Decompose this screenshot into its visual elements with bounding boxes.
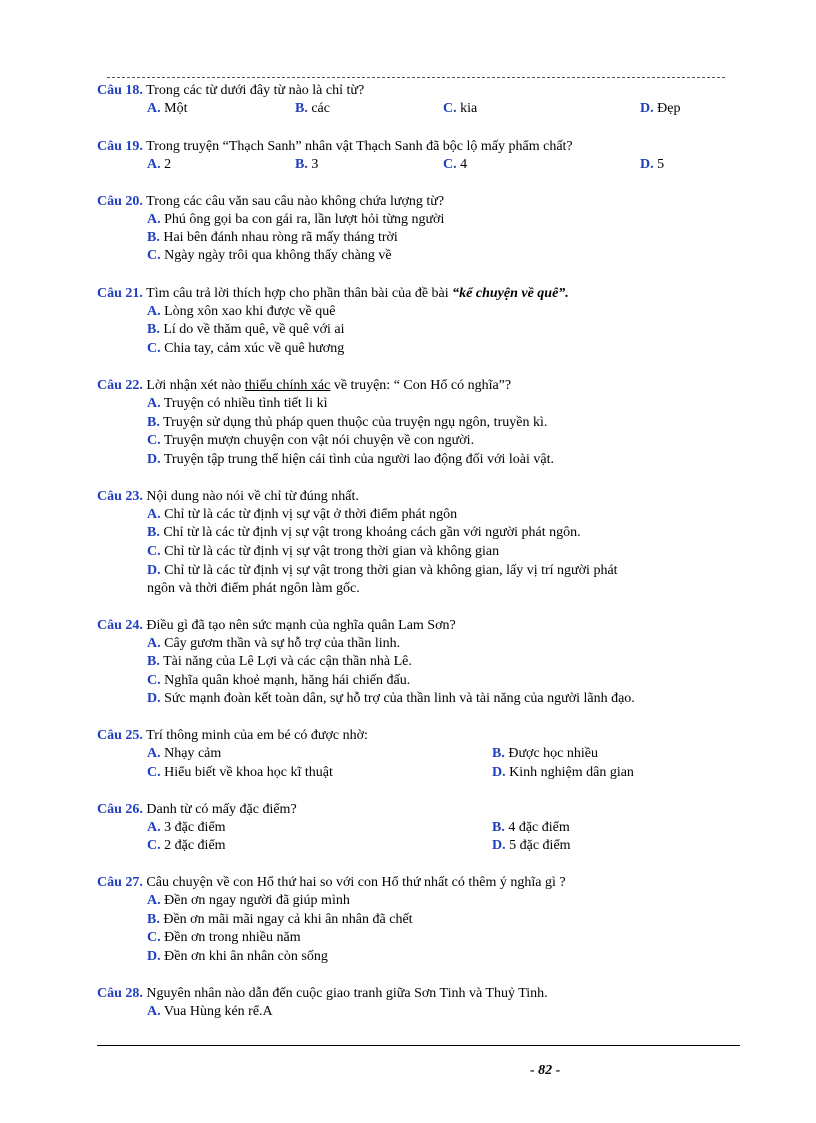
option-d: D. Sức mạnh đoàn kết toàn dân, sự hỗ trợ của thần linh và tài năng của người lãnh đạo. (147, 691, 635, 706)
question-text: Câu chuyện về con Hổ thứ hai so với con Hổ thứ nhất có thêm ý nghĩa gì ? (146, 875, 566, 890)
option-b: B. Đền ơn mãi mãi ngay cả khi ân nhân đã chết (147, 912, 413, 927)
option-b: B. Tài năng của Lê Lợi và các cận thần nhà Lê. (147, 654, 412, 669)
option-c: C. Chỉ từ là các từ định vị sự vật trong thời gian và không gian (147, 544, 500, 559)
question-18 (97, 82, 364, 100)
option-b: B. Lí do về thăm quê, về quê với ai (147, 322, 345, 337)
question-27 (97, 874, 566, 892)
question-label: Câu 18. (97, 83, 143, 98)
question-label: Câu 28. (97, 986, 143, 1001)
option-a: A. Đền ơn ngay người đã giúp mình (147, 893, 350, 908)
option-b: B. Hai bên đánh nhau ròng rã mấy tháng trời (147, 230, 398, 245)
question-label: Câu 19. (97, 139, 143, 154)
question-label: Câu 23. (97, 489, 143, 504)
bottom-divider (97, 1045, 740, 1046)
option-a: A. Một (147, 101, 188, 116)
page-number: - 82 - (530, 1063, 561, 1078)
top-divider (107, 77, 725, 78)
option-a: A. Vua Hùng kén rể.A (147, 1004, 273, 1019)
question-26 (97, 801, 297, 819)
option-d: D. 5 đặc điểm (492, 838, 571, 853)
question-label: Câu 20. (97, 194, 143, 209)
question-text: Nội dung nào nói về chỉ từ đúng nhất. (146, 489, 359, 504)
question-emphasis: thiếu chính xác (244, 378, 331, 393)
question-text: Tìm câu trả lời thích hợp cho phần thân bài của đề bài (146, 286, 453, 301)
option-a: A. Phú ông gọi ba con gái ra, lần lượt hỏi từng người (147, 212, 445, 227)
option-a: A. Chỉ từ là các từ định vị sự vật ở thời điểm phát ngôn (147, 507, 458, 522)
option-c: C. kia (443, 101, 478, 116)
option-d: D. Đẹp (640, 101, 681, 116)
option-d: D. Truyện tập trung thể hiện cái tình của người lao động đối với loài vật. (147, 452, 554, 467)
option-a: A. Nhạy cảm (147, 746, 222, 761)
option-a: A. Lòng xôn xao khi được về quê (147, 304, 336, 319)
question-text-end: về truyện: “ Con Hổ có nghĩa”? (330, 378, 512, 393)
question-text: Trong truyện “Thạch Sanh” nhân vật Thạch Sanh đã bộc lộ mấy phẩm chất? (146, 139, 573, 154)
option-c: C. Nghĩa quân khoẻ mạnh, hăng hái chiến đấu. (147, 673, 411, 688)
question-text: Trong các từ dưới đây từ nào là chỉ từ? (146, 83, 365, 98)
question-text: Lời nhận xét nào (146, 378, 245, 393)
question-20 (97, 193, 444, 211)
option-c: C. Ngày ngày trôi qua không thấy chàng về (147, 248, 392, 263)
question-text: Trí thông minh của em bé có được nhờ: (146, 728, 368, 743)
option-b: B. 3 (295, 157, 319, 172)
option-b: B. Được học nhiều (492, 746, 598, 761)
question-28 (97, 985, 548, 1003)
question-text: Trong các câu văn sau câu nào không chứa lượng từ? (146, 194, 445, 209)
option-d: D. Kinh nghiệm dân gian (492, 765, 634, 780)
question-25 (97, 727, 368, 745)
option-b: B. Truyện sử dụng thủ pháp quen thuộc của truyện ngụ ngôn, truyền kì. (147, 415, 548, 430)
option-c: C. Đền ơn trong nhiều năm (147, 930, 301, 945)
question-22 (97, 377, 511, 395)
question-23 (97, 488, 359, 506)
question-text: Danh từ có mấy đặc điểm? (146, 802, 297, 817)
option-d: D. Chỉ từ là các từ định vị sự vật trong thời gian và không gian, lấy vị trí người phát (147, 563, 618, 578)
question-label: Câu 25. (97, 728, 143, 743)
option-d: D. 5 (640, 157, 665, 172)
option-d: D. Đền ơn khi ân nhân còn sống (147, 949, 328, 964)
option-d-continuation: ngôn và thời điểm phát ngôn làm gốc. (147, 581, 360, 596)
option-c: C. 2 đặc điểm (147, 838, 226, 853)
question-topic: “kể chuyện về quê”. (452, 286, 569, 301)
option-b: B. các (295, 101, 330, 116)
question-label: Câu 27. (97, 875, 143, 890)
question-text: Nguyên nhân nào dẫn đến cuộc giao tranh giữa Sơn Tinh và Thuỷ Tinh. (146, 986, 548, 1001)
option-c: C. Chia tay, cảm xúc về quê hương (147, 341, 345, 356)
option-a: A. Cây gươm thần và sự hỗ trợ của thần linh. (147, 636, 401, 651)
option-a: A. Truyện có nhiều tình tiết li kì (147, 396, 328, 411)
option-b: B. 4 đặc điểm (492, 820, 570, 835)
option-c: C. Hiểu biết về khoa học kĩ thuật (147, 765, 333, 780)
option-a: A. 2 (147, 157, 172, 172)
option-b: B. Chỉ từ là các từ định vị sự vật trong khoảng cách gần với người phát ngôn. (147, 525, 581, 540)
question-21 (97, 285, 569, 303)
question-label: Câu 22. (97, 378, 143, 393)
question-text: Điều gì đã tạo nên sức mạnh của nghĩa quân Lam Sơn? (146, 618, 456, 633)
question-label: Câu 26. (97, 802, 143, 817)
option-c: C. Truyện mượn chuyện con vật nói chuyện về con người. (147, 433, 475, 448)
question-19 (97, 138, 573, 156)
option-a: A. 3 đặc điểm (147, 820, 226, 835)
question-label: Câu 24. (97, 618, 143, 633)
option-c: C. 4 (443, 157, 468, 172)
question-label: Câu 21. (97, 286, 143, 301)
question-24 (97, 617, 456, 635)
